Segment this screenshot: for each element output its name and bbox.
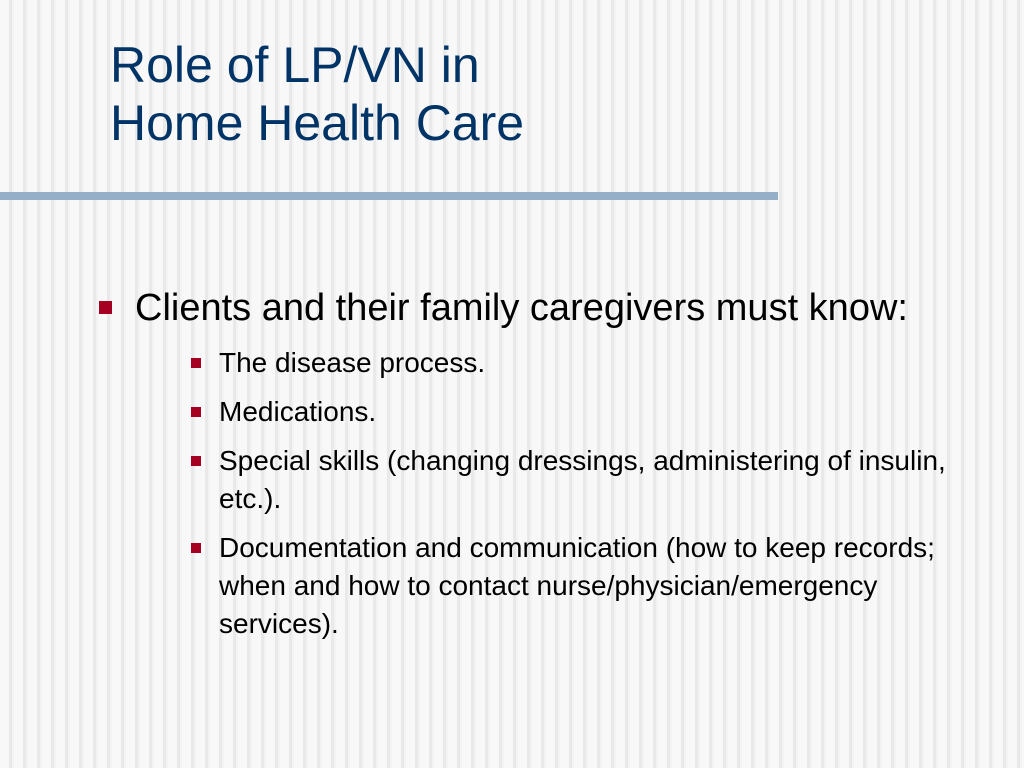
title-line-2: Home Health Care (110, 95, 525, 151)
sub-bullet-text: Medications. (219, 396, 377, 427)
sub-bullet (135, 442, 976, 518)
main-bullet (96, 282, 976, 643)
bullet-list (96, 282, 976, 654)
main-bullet-text: Clients and their family caregivers must know: (135, 287, 908, 329)
square-bullet-icon (191, 358, 201, 368)
sub-bullet (135, 344, 976, 382)
sub-bullet-list (135, 344, 976, 643)
sub-bullet (135, 529, 976, 643)
sub-bullet-text: The disease process. (219, 347, 486, 378)
square-bullet-icon (99, 301, 112, 314)
sub-bullet (135, 393, 976, 431)
slide-title (110, 36, 524, 152)
sub-bullet-text: Documentation and communication (how to keep records; when and how to contact nurse/physician/emergency services). (219, 532, 935, 639)
square-bullet-icon (191, 456, 201, 466)
sub-bullet-text: Special skills (changing dressings, administering of insulin, etc.). (219, 445, 946, 514)
square-bullet-icon (191, 407, 201, 417)
title-line-1: Role of LP/VN in (110, 37, 480, 93)
title-divider (0, 192, 778, 200)
square-bullet-icon (191, 543, 201, 553)
